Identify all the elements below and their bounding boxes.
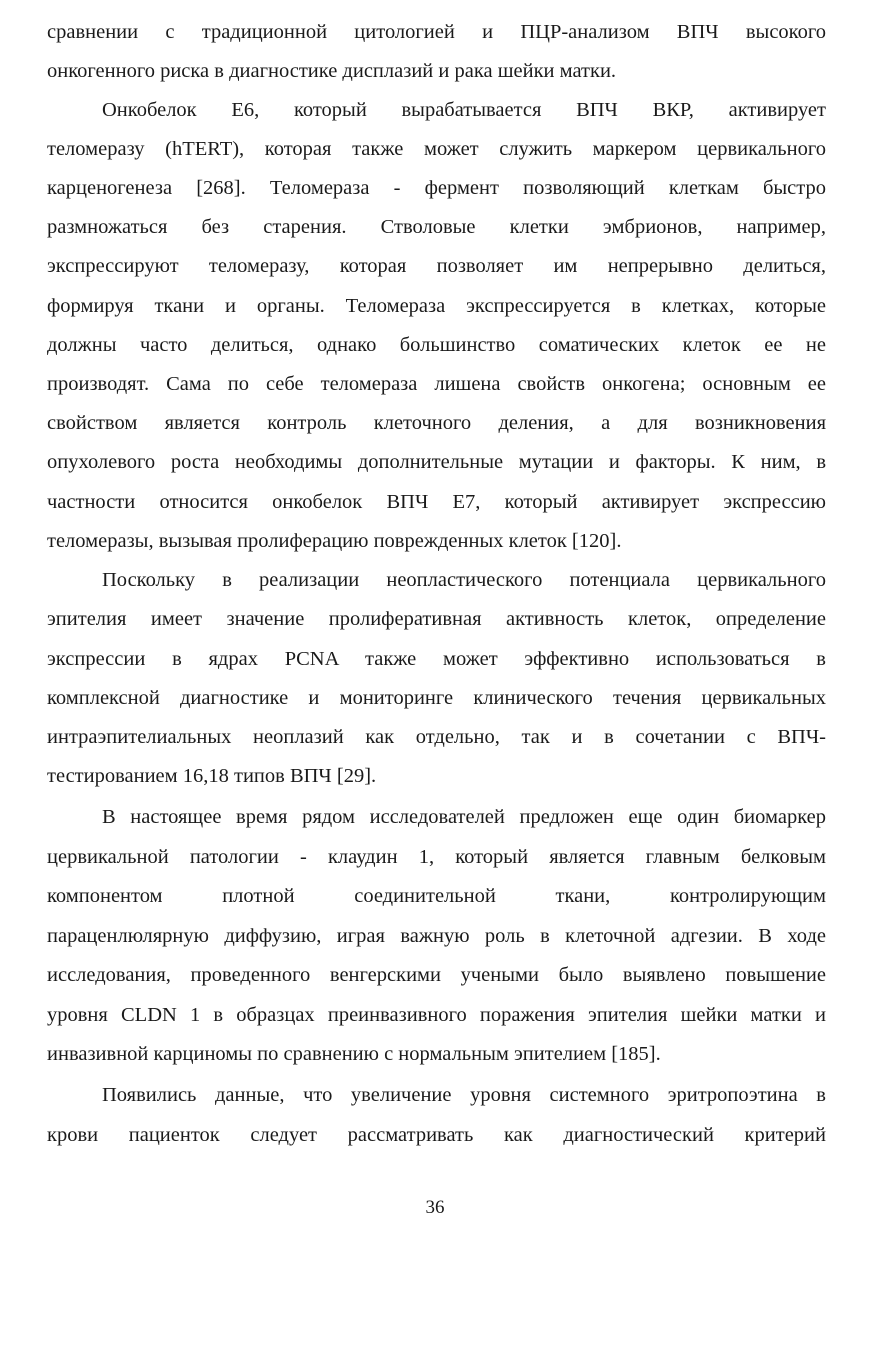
text-line: тестированием 16,18 типов ВПЧ [29]. xyxy=(47,765,377,787)
text-line: уровня CLDN 1 в образцах преинвазивного поражения эпителия шейки матки и xyxy=(47,1004,826,1026)
text-line: теломеразы, вызывая пролиферацию поврежденных клеток [120]. xyxy=(47,530,622,552)
text-line: размножаться без старения. Стволовые клетки эмбрионов, например, xyxy=(47,216,826,238)
text-line: частности относится онкобелок ВПЧ Е7, который активирует экспрессию xyxy=(47,491,826,513)
text-line: свойством является контроль клеточного деления, а для возникновения xyxy=(47,412,826,434)
text-line: эпителия имеет значение пролиферативная активность клеток, определение xyxy=(47,608,826,630)
text-line: теломеразу (hTERT), которая также может служить маркером цервикального xyxy=(47,138,826,160)
text-line: опухолевого роста необходимы дополнительные мутации и факторы. К ним, в xyxy=(47,451,826,473)
text-line: крови пациенток следует рассматривать как диагностический критерий xyxy=(47,1124,826,1146)
text-line: комплексной диагностике и мониторинге клинического течения цервикальных xyxy=(47,687,826,709)
text-line: В настоящее время рядом исследователей предложен еще один биомаркер xyxy=(102,806,826,828)
text-line: инвазивной карциномы по сравнению с нормальным эпителием [185]. xyxy=(47,1043,661,1065)
text-line: интраэпителиальных неоплазий как отдельно, так и в сочетании с ВПЧ- xyxy=(47,726,826,748)
text-line: компонентом плотной соединительной ткани, контролирующим xyxy=(47,885,826,907)
text-line: экспрессии в ядрах PCNA также может эффективно использоваться в xyxy=(47,648,826,670)
page-number: 36 xyxy=(425,1197,445,1218)
text-line: экспрессируют теломеразу, которая позволяет им непрерывно делиться, xyxy=(47,255,826,277)
text-line: онкогенного риска в диагностике дисплазий и рака шейки матки. xyxy=(47,60,617,82)
text-line: цервикальной патологии - клаудин 1, который является главным белковым xyxy=(47,846,826,868)
text-line: исследования, проведенного венгерскими учеными было выявлено повышение xyxy=(47,964,826,986)
text-line: параценлюлярную диффузию, играя важную роль в клеточной адгезии. В ходе xyxy=(47,925,826,947)
text-line: Поскольку в реализации неопластического потенциала цервикального xyxy=(102,569,826,591)
text-line: должны часто делиться, однако большинство соматических клеток ее не xyxy=(47,334,826,356)
text-line: формируя ткани и органы. Теломераза экспрессируется в клетках, которые xyxy=(47,295,826,317)
text-line: сравнении с традиционной цитологией и ПЦР-анализом ВПЧ высокого xyxy=(47,21,826,43)
text-line: Онкобелок Е6, который вырабатывается ВПЧ ВКР, активирует xyxy=(102,99,826,121)
text-line: Появились данные, что увеличение уровня системного эритропоэтина в xyxy=(102,1084,826,1106)
text-line: карценогенеза [268]. Теломераза - фермент позволяющий клеткам быстро xyxy=(47,177,826,199)
text-line: производят. Сама по себе теломераза лишена свойств онкогена; основным ее xyxy=(47,373,826,395)
